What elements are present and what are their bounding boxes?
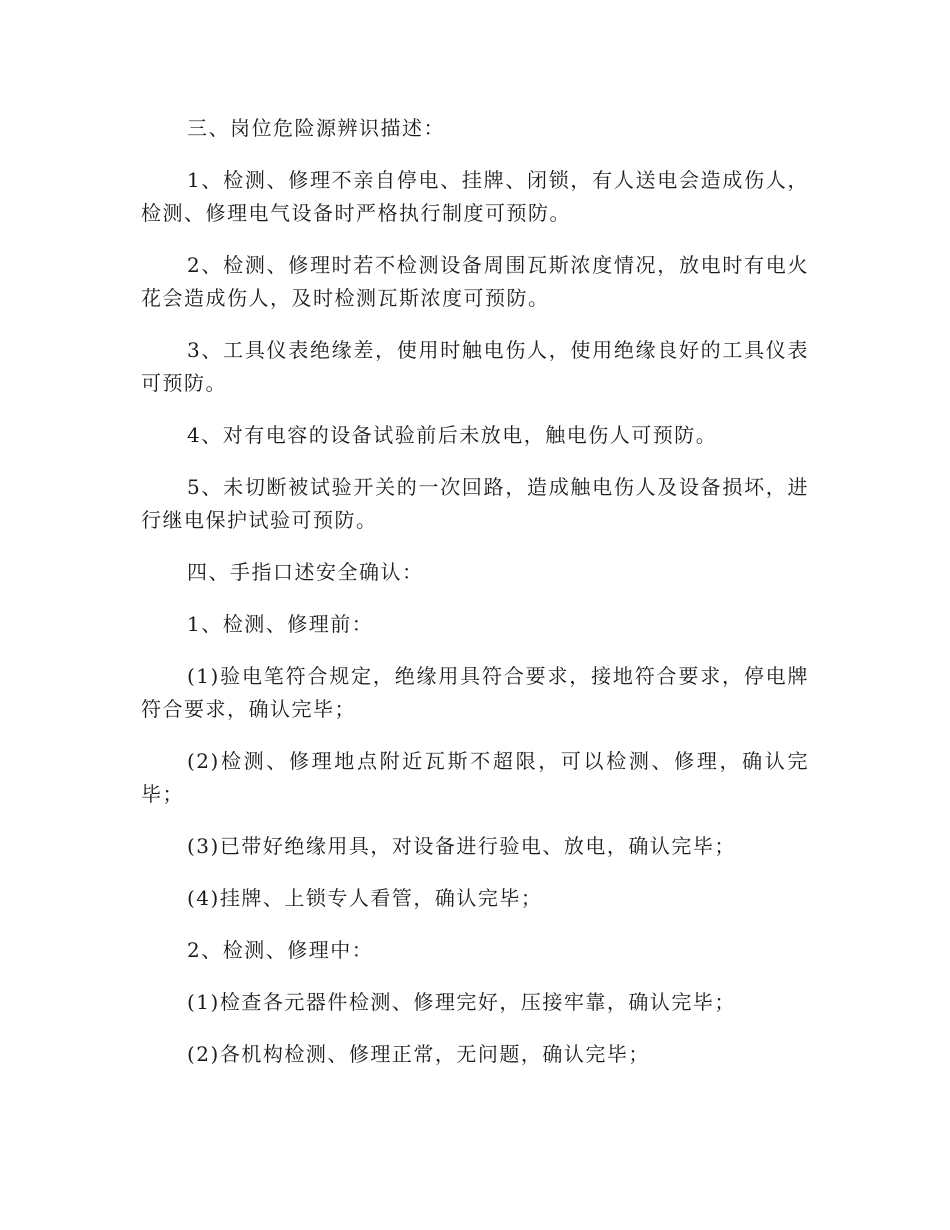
before-step-2: (2)检测、修理地点附近瓦斯不超限，可以检测、修理，确认完毕； xyxy=(141,749,809,806)
section-heading-hazard: 三、岗位危险源辨识描述： xyxy=(187,116,445,140)
hazard-item-4: 4、对有电容的设备试验前后未放电，触电伤人可预防。 xyxy=(187,423,718,447)
hazard-item-2: 2、检测、修理时若不检测设备周围瓦斯浓度情况，放电时有电火花会造成伤人，及时检测瓦斯浓度可预防。 xyxy=(141,253,809,310)
section-heading-confirmation: 四、手指口述安全确认： xyxy=(187,560,424,584)
before-step-1: (1)验电笔符合规定，绝缘用具符合要求，接地符合要求，停电牌符合要求，确认完毕； xyxy=(141,664,809,721)
hazard-item-1: 1、检测、修理不亲自停电、挂牌、闭锁，有人送电会造成伤人，检测、修理电气设备时严格执行制度可预防。 xyxy=(141,168,809,225)
subsection-before-repair: 1、检测、修理前： xyxy=(187,612,374,636)
hazard-item-3: 3、工具仪表绝缘差，使用时触电伤人，使用绝缘良好的工具仪表可预防。 xyxy=(141,338,809,395)
before-step-4: (4)挂牌、上锁专人看管，确认完毕； xyxy=(187,886,543,910)
hazard-item-5: 5、未切断被试验开关的一次回路，造成触电伤人及设备损坏，进行继电保护试验可预防。 xyxy=(141,475,809,532)
subsection-during-repair: 2、检测、修理中： xyxy=(187,938,374,962)
document-body xyxy=(141,112,809,1090)
during-step-2: (2)各机构检测、修理正常，无问题，确认完毕； xyxy=(187,1042,650,1066)
before-step-3: (3)已带好绝缘用具，对设备进行验电、放电，确认完毕； xyxy=(187,834,736,858)
during-step-1: (1)检查各元器件检测、修理完好，压接牢靠，确认完毕； xyxy=(187,990,736,1014)
